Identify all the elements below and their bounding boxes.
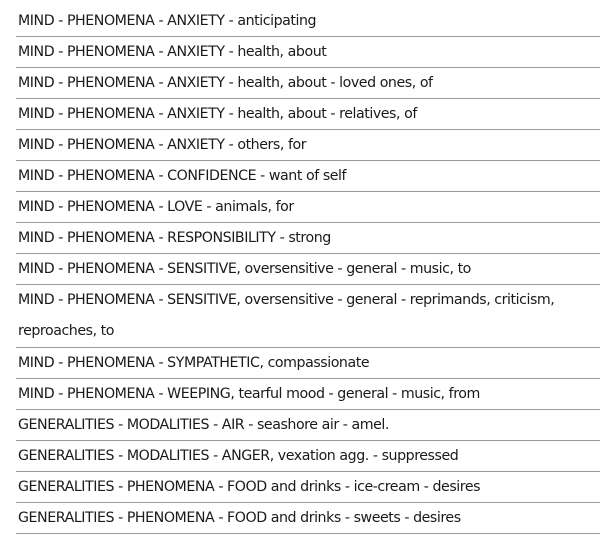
rubric-row [16,348,600,379]
rubric-row [16,68,600,99]
rubric-text: MIND - PHENOMENA - WEEPING, tearful mood - general - music, from [18,386,480,402]
rubric-text: MIND - PHENOMENA - ANXIETY - others, for [18,137,307,153]
rubric-text: MIND - PHENOMENA - ANXIETY - health, about [18,44,327,60]
rubric-row [16,192,600,223]
rubric-text: MIND - PHENOMENA - ANXIETY - anticipating [18,13,317,29]
rubric-row [16,161,600,192]
rubric-text: MIND - PHENOMENA - SYMPATHETIC, compassionate [18,355,370,371]
rubric-text: GENERALITIES - MODALITIES - AIR - seashore air - amel. [18,417,389,433]
rubric-text: MIND - PHENOMENA - ANXIETY - health, about - relatives, of [18,106,417,122]
rubric-row [16,130,600,161]
rubric-row [16,254,600,285]
rubric-row [16,6,600,37]
rubric-text: MIND - PHENOMENA - ANXIETY - health, about - loved ones, of [18,75,433,91]
rubric-text: MIND - PHENOMENA - SENSITIVE, oversensitive - general - music, to [18,261,471,277]
rubric-row [16,410,600,441]
rubric-row [16,472,600,503]
rubric-text: GENERALITIES - PHENOMENA - FOOD and drinks - sweets - desires [18,510,461,526]
rubric-row [16,441,600,472]
rubric-text: MIND - PHENOMENA - SENSITIVE, oversensitive - general - reprimands, criticism, reproaches, to [18,292,555,339]
rubric-row [16,99,600,130]
rubric-text: MIND - PHENOMENA - RESPONSIBILITY - strong [18,230,331,246]
rubric-text: GENERALITIES - MODALITIES - ANGER, vexation agg. - suppressed [18,448,459,464]
rubric-text: MIND - PHENOMENA - LOVE - animals, for [18,199,294,215]
rubric-row [16,285,600,348]
rubric-text: GENERALITIES - PHENOMENA - FOOD and drinks - ice-cream - desires [18,479,481,495]
rubric-row [16,37,600,68]
rubric-list [0,6,600,534]
rubric-row [16,379,600,410]
rubric-row [16,503,600,534]
rubric-row [16,223,600,254]
rubric-text: MIND - PHENOMENA - CONFIDENCE - want of self [18,168,347,184]
